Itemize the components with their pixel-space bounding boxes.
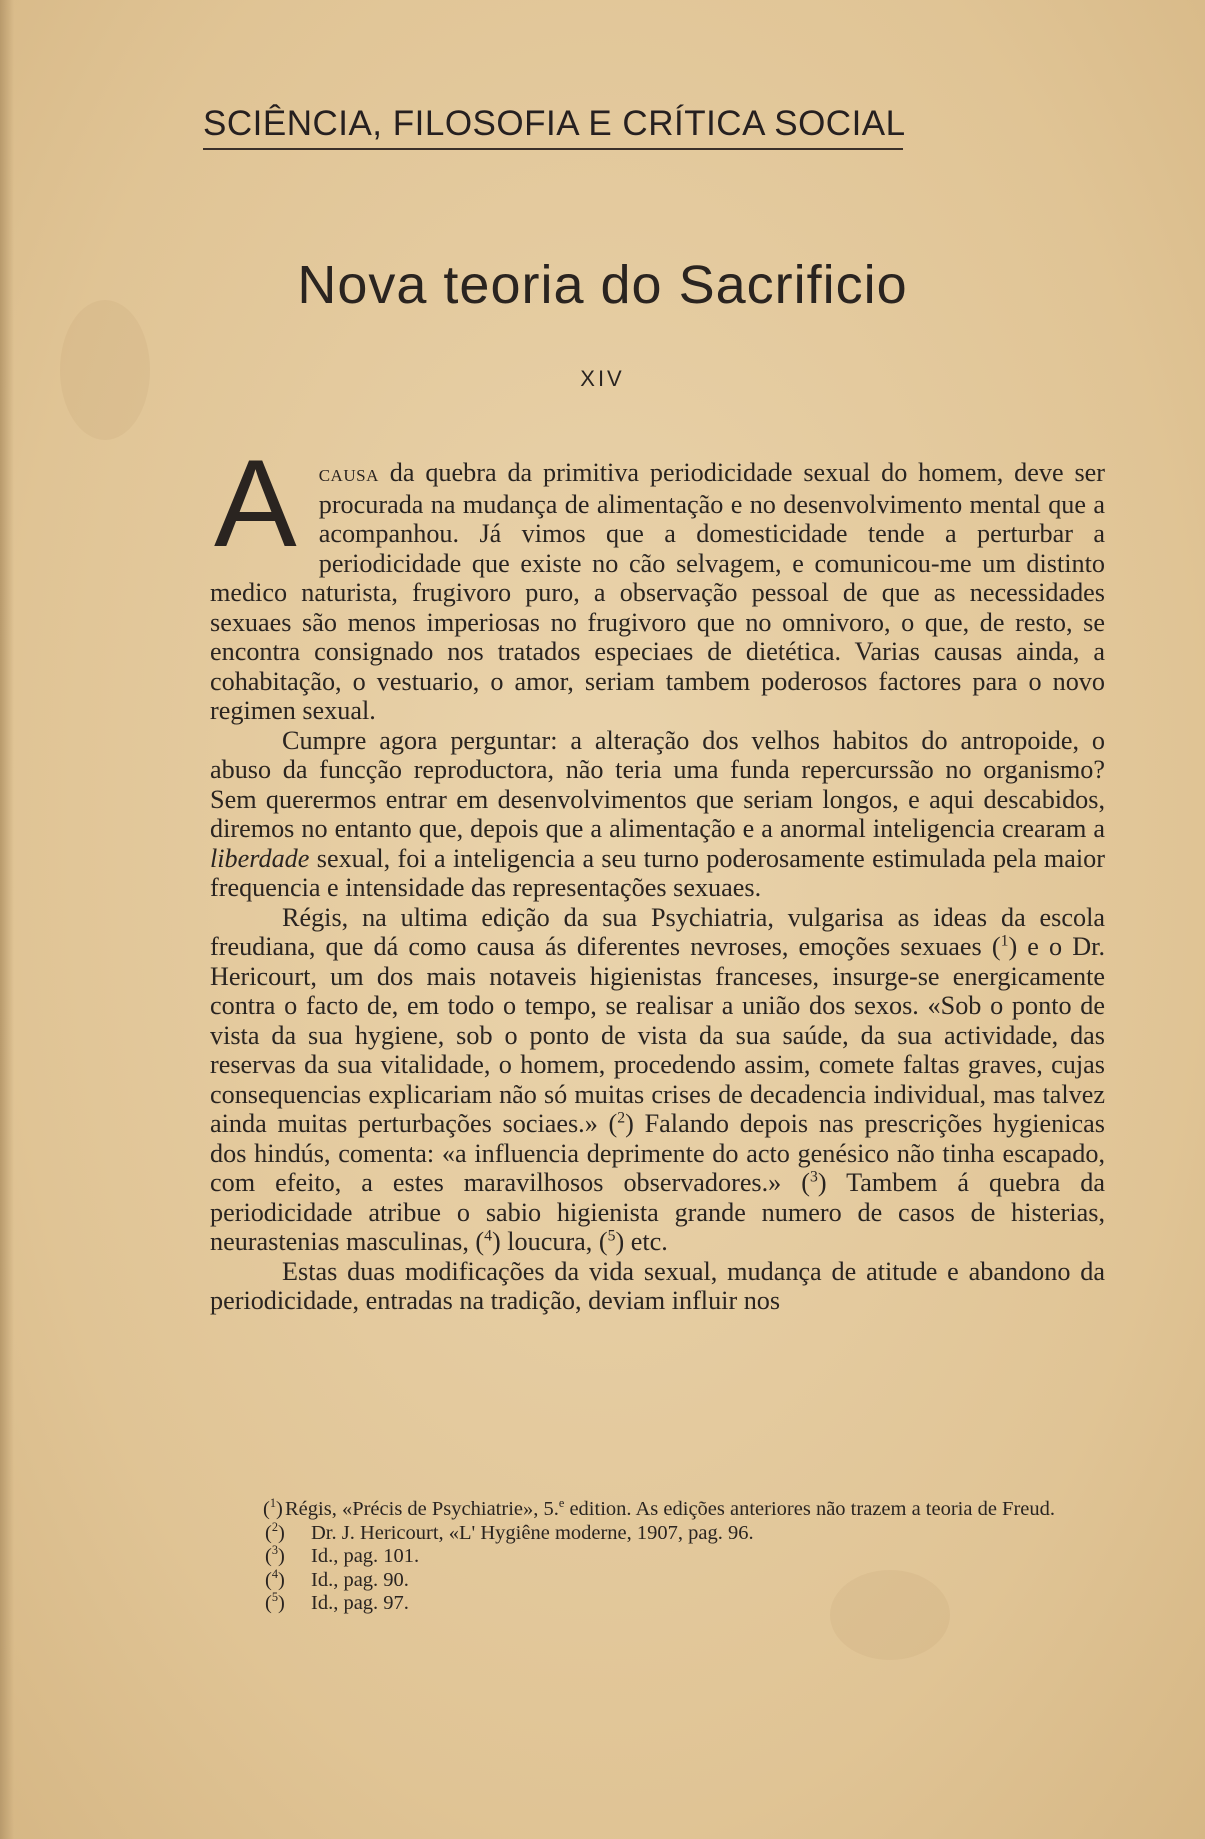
footnote-5 — [265, 1592, 1105, 1616]
italic-word: liberdade — [210, 843, 310, 873]
paragraph-3-part: ) Tambem á quebra da periodicidade atribue o sabio higienista grande numero de casos de histerias, neurastenias masculinas, ( — [210, 1168, 1105, 1256]
footnote-text: Régis, «Précis de Psychiatrie», 5. — [285, 1498, 559, 1520]
footnote-text: Id., pag. 90. — [311, 1568, 409, 1591]
footnote-ref: 2 — [617, 1109, 626, 1127]
article-body — [210, 435, 1105, 1316]
footnote-sup: e — [558, 1496, 565, 1511]
running-head: SCIÊNCIA, FILOSOFIA E CRÍTICA SOCIAL — [203, 104, 906, 143]
footnote-3 — [265, 1545, 1105, 1569]
footnote-text: Dr. J. Hericourt, «L' Hygiêne moderne, 1907, pag. 96. — [311, 1521, 754, 1544]
footnote-text: Id., pag. 101. — [311, 1545, 420, 1567]
paragraph-3 — [210, 903, 1105, 1257]
paragraph-3-part: ) Falando depois nas prescrições hygienicas dos hindús, comenta: «a influencia deprimente do acto genésico não tinha escapado, com efeito, a estes maravilhosos observadores.» ( — [210, 1109, 1105, 1197]
footnote-text: edition. As edições anteriores não trazem a teoria de Freud. — [564, 1498, 1056, 1520]
footnote-number: ($^2$) — [265, 1519, 285, 1544]
footnote-4 — [265, 1566, 1105, 1593]
paragraph-2 — [210, 726, 1105, 903]
paragraph-4 — [210, 1257, 1105, 1316]
paragraph-1-text: da quebra da primitiva periodicidade sexual do homem, deve ser procurada na mudança de alimentação e no desenvolvimento mental que a acompanhou. Já vimos que a domesticidade tende a perturbar a periodicidade que existe no cão selvagem, e comunicou-me um distinto medico naturista, frugivoro puro, a observação pessoal de que as necessidades sexuaes são menos imperiosas no frugivoro que no omnivoro, o que, de resto, se encontra consignado nos tratados especiaes de dietética. Varias causas ainda, a cohabitação, o vestuario, o amor, seriam tambem poderosos factores para o novo regimen sexual. — [210, 458, 1105, 725]
footnotes — [265, 1498, 1105, 1616]
paragraph-4-text: Estas duas modificações da vida sexual, mudança de atitude e abandono da periodicidade, entradas na tradição, deviam influir nos — [210, 1256, 1105, 1315]
header-rule — [203, 148, 903, 150]
footnote-1 — [215, 1498, 1105, 1522]
footnote-number: ($^1$) — [263, 1496, 283, 1520]
lead-smallcaps: causa — [318, 461, 379, 487]
footnote-ref: 5 — [607, 1227, 616, 1245]
footnote-number: ($^3$) — [265, 1543, 285, 1567]
paragraph-3-part: ) e o Dr. Hericourt, um dos mais notaveis higienistas franceses, insurge-se energicamente contra o facto de, em todo o tempo, se realisar a união dos sexos. «Sob o ponto de vista da sua hygiene, sob o ponto de vista da sua saúde, da sua actividade, das reservas da sua vitalidade, o homem, procedendo assim, comete faltas graves, cujas consequencias explicariam não só muitas crises de decadencia individual, mas talvez ainda muitas perturbações sociaes.» ( — [210, 932, 1105, 1138]
footnote-2 — [265, 1519, 1105, 1546]
footnote-ref: 1 — [1000, 932, 1009, 950]
footnote-text: Id., pag. 97. — [311, 1592, 409, 1614]
footnote-number: ($^4$) — [265, 1566, 285, 1591]
footnote-ref: 3 — [810, 1168, 818, 1186]
paragraph-2-text: Cumpre agora perguntar: a alteração dos velhos habitos do antropoide, o abuso da funcção reproductora, não teria uma funda repercurssão no organismo? Sem querermos entrar em desenvolvimentos que seriam longos, e aqui descabidos, diremos no entanto que, depois que a alimentação e a anormal inteligencia crearam a — [210, 725, 1105, 843]
drop-cap: A — [214, 435, 297, 573]
paragraph-2-tail: sexual, foi a inteligencia a seu turno poderosamente estimulada pela maior frequencia e intensidade das representações sexuaes. — [210, 843, 1105, 902]
paragraph-3-text: Régis, na ultima edição da sua Psychiatria, vulgarisa as ideas da escola freudiana, que dá como causa ás diferentes nevroses, emoções sexuaes ( — [210, 902, 1105, 961]
paragraph-1 — [210, 435, 1105, 726]
chapter-number: XIV — [580, 366, 625, 391]
footnote-number: ($^5$) — [265, 1590, 285, 1614]
article-title: Nova teoria do Sacrificio — [297, 255, 908, 315]
paragraph-3-part: ) loucura, ( — [492, 1227, 608, 1256]
paragraph-3-part: ) etc. — [615, 1227, 668, 1256]
footnote-ref: 4 — [484, 1227, 493, 1245]
